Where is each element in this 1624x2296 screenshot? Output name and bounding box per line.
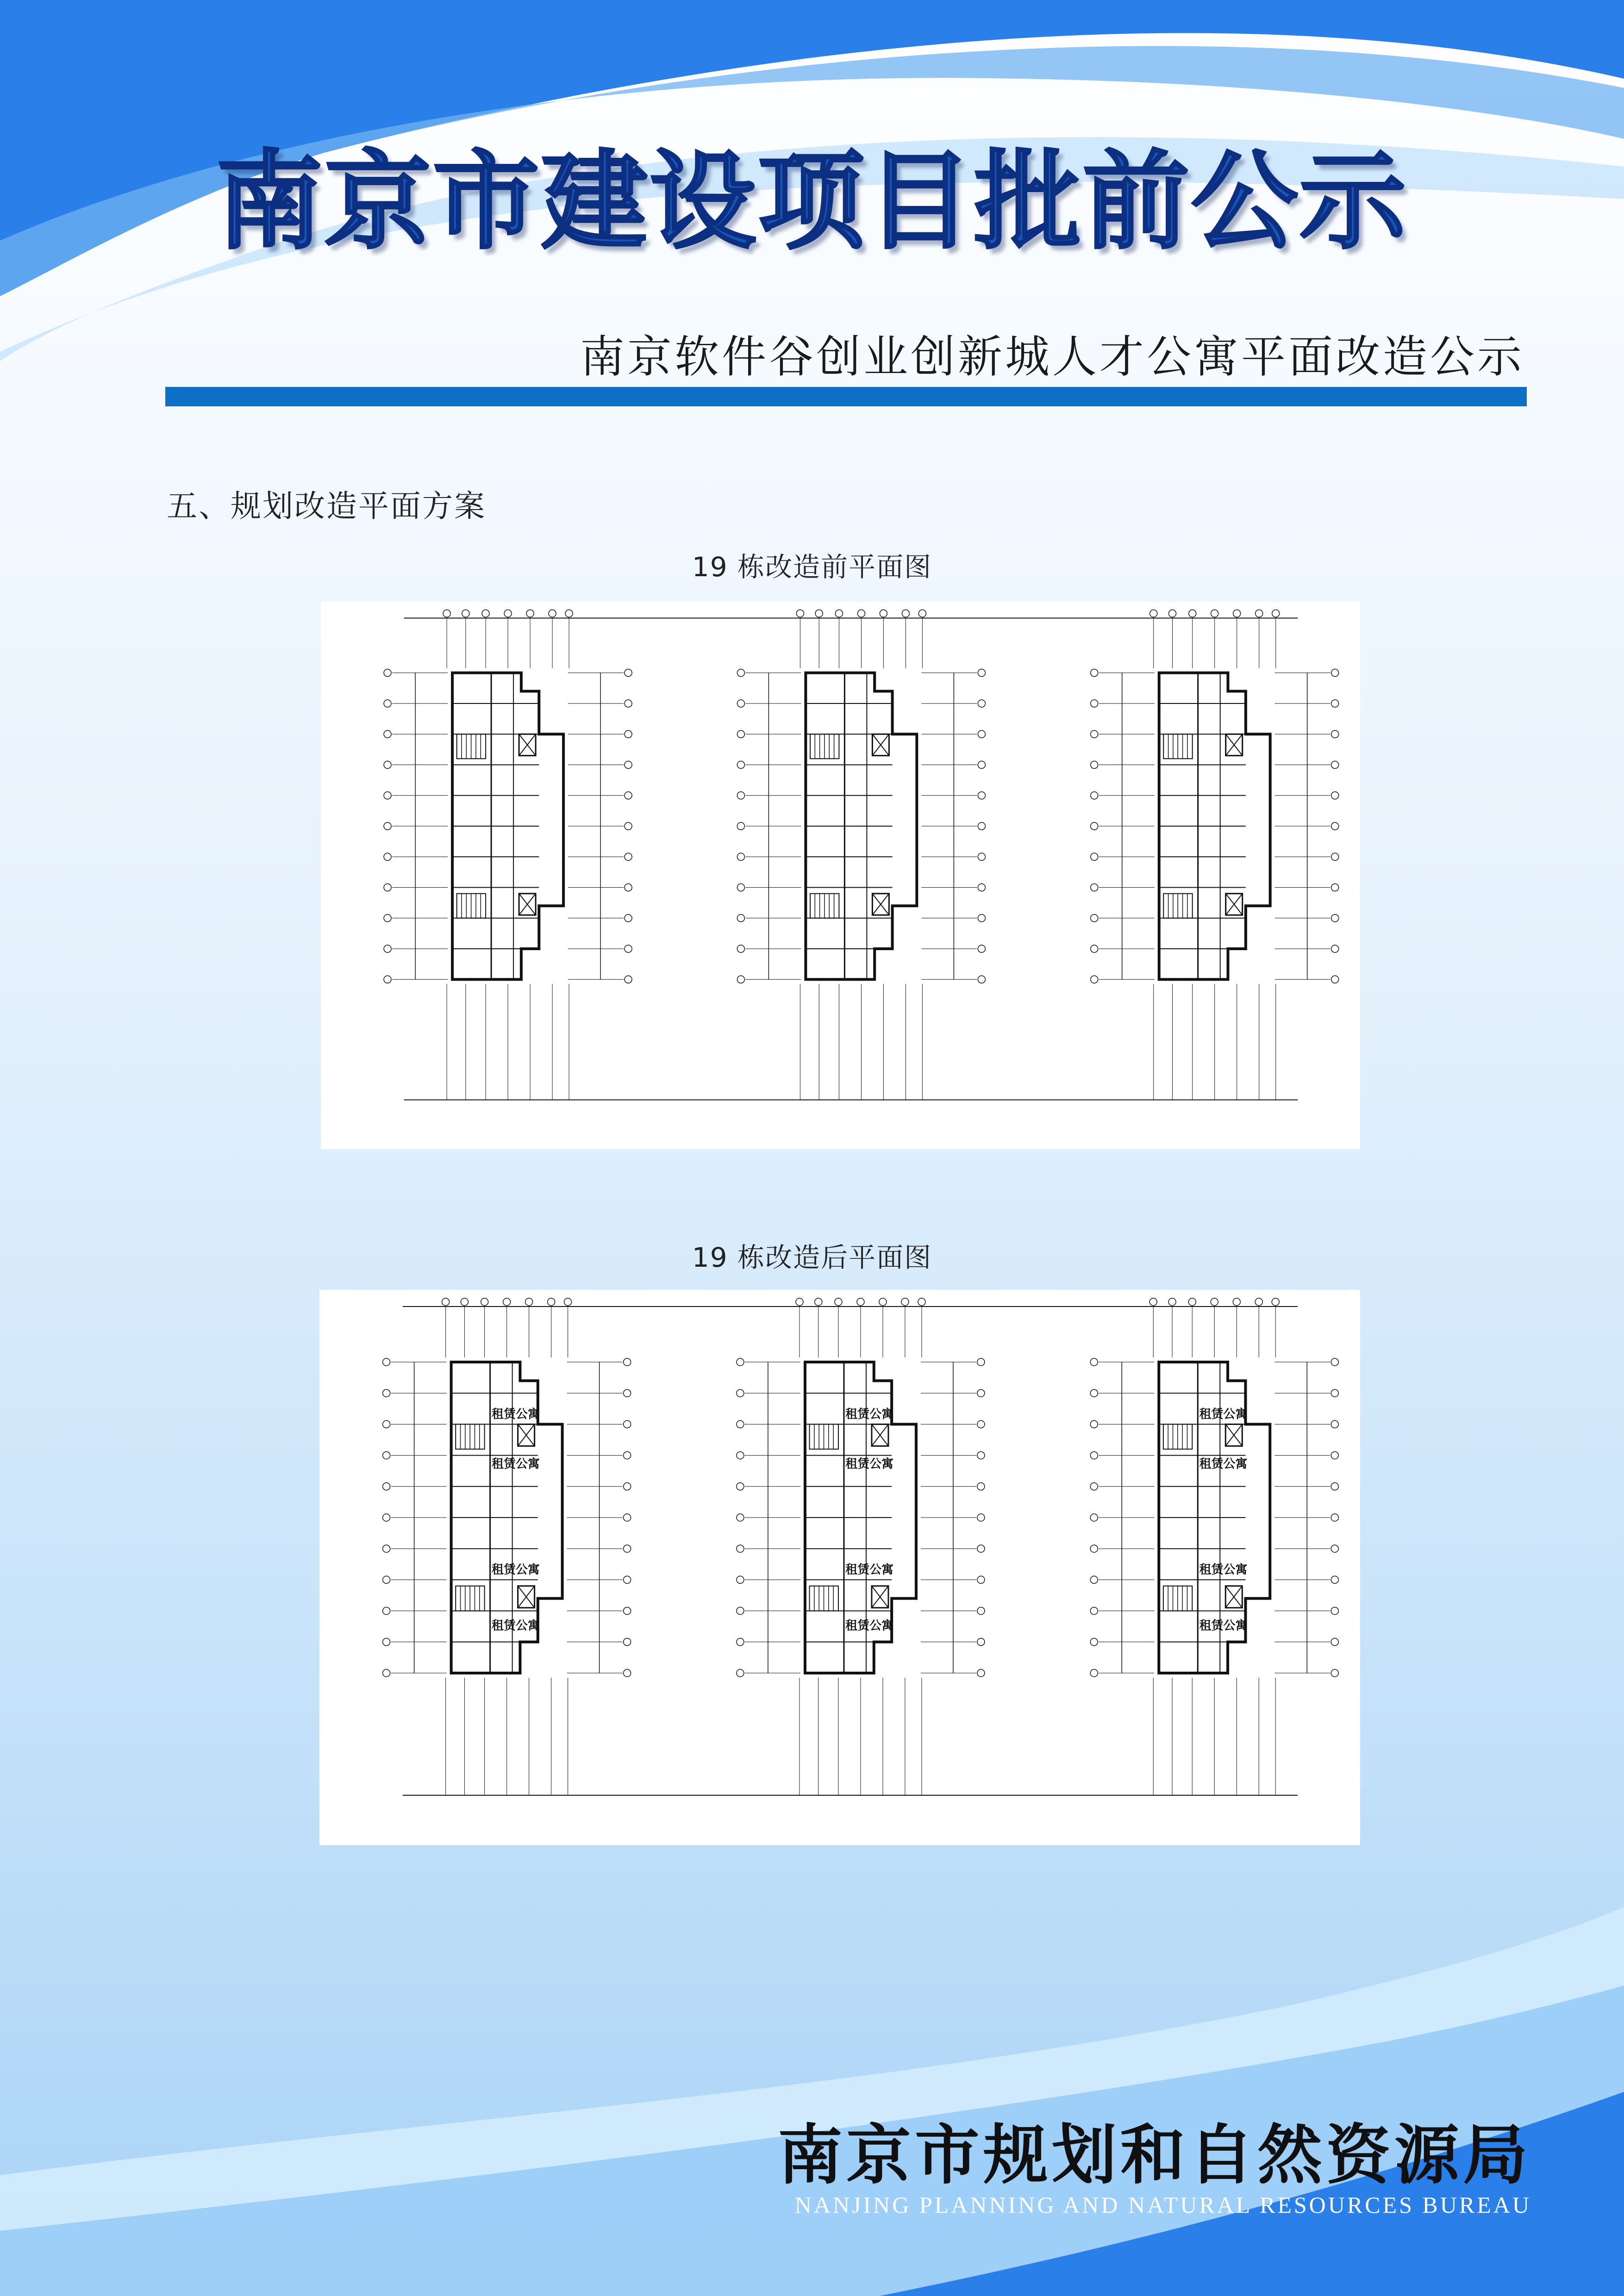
axis-bubble xyxy=(624,1483,631,1490)
axis-bubble xyxy=(1272,1298,1279,1306)
axis-bubble xyxy=(918,1298,925,1306)
axis-bubble xyxy=(737,761,744,769)
axis-bubble xyxy=(1331,761,1339,769)
axis-bubble xyxy=(1331,1483,1338,1490)
axis-bubble xyxy=(1091,669,1098,677)
axis-bubble xyxy=(1331,853,1339,860)
axis-bubble xyxy=(383,1452,390,1459)
axis-bubble xyxy=(737,792,744,799)
axis-bubble xyxy=(737,945,744,952)
axis-bubble xyxy=(624,1638,631,1646)
axis-bubble xyxy=(1090,1545,1098,1552)
axis-bubble xyxy=(737,822,744,830)
axis-bubble xyxy=(1091,945,1098,952)
axis-bubble xyxy=(624,1545,631,1552)
axis-bubble xyxy=(442,1298,450,1306)
axis-bubble xyxy=(383,1576,390,1583)
axis-bubble xyxy=(624,1452,631,1459)
page-title: 南京市建设项目批前公示 xyxy=(216,139,1408,264)
axis-bubble xyxy=(482,610,489,617)
axis-bubble xyxy=(625,945,632,952)
axis-bubble xyxy=(978,669,985,677)
axis-bubble xyxy=(1091,976,1098,983)
axis-bubble xyxy=(1331,1420,1338,1428)
axis-bubble xyxy=(384,853,391,860)
axis-bubble xyxy=(978,822,985,830)
figure-caption-after: 19 栋改造后平面图 xyxy=(692,1242,932,1273)
axis-bubble xyxy=(1211,1298,1218,1306)
building-block xyxy=(737,1298,985,1795)
axis-bubble xyxy=(1091,761,1098,769)
axis-bubble xyxy=(624,1389,631,1397)
axis-bubble xyxy=(737,1607,744,1615)
axis-bubble xyxy=(835,1298,842,1306)
axis-bubble xyxy=(1272,610,1280,617)
axis-bubble xyxy=(835,610,843,617)
axis-bubble xyxy=(383,1669,390,1677)
axis-bubble xyxy=(977,1576,985,1583)
axis-bubble xyxy=(815,610,823,617)
axis-bubble xyxy=(737,1389,744,1397)
axis-bubble xyxy=(625,669,632,677)
axis-bubble xyxy=(548,1298,555,1306)
floor-plan-before xyxy=(321,602,1360,1149)
axis-bubble xyxy=(625,884,632,891)
axis-bubble xyxy=(1090,1607,1098,1615)
axis-bubble xyxy=(462,610,469,617)
axis-bubble xyxy=(1331,1607,1338,1615)
bureau-name-english: NANJING PLANNING AND NATURAL RESOURCES BUREAU xyxy=(794,2192,1531,2218)
axis-bubble xyxy=(1090,1638,1098,1646)
axis-bubble xyxy=(1090,1389,1098,1397)
axis-bubble xyxy=(625,822,632,830)
axis-bubble xyxy=(977,1545,985,1552)
room-label: 租赁公寓 xyxy=(491,1457,540,1471)
axis-bubble xyxy=(504,610,512,617)
axis-bubble xyxy=(625,792,632,799)
building-block xyxy=(1090,1298,1338,1795)
room-label: 租赁公寓 xyxy=(1199,1457,1248,1471)
axis-bubble xyxy=(796,1298,803,1306)
axis-bubble xyxy=(1091,700,1098,707)
axis-bubble xyxy=(503,1298,511,1306)
axis-bubble xyxy=(1331,1669,1338,1677)
axis-bubble xyxy=(737,1576,744,1583)
building-block xyxy=(383,1298,631,1795)
axis-bubble xyxy=(1090,1514,1098,1521)
room-label: 租赁公寓 xyxy=(845,1618,894,1633)
axis-bubble xyxy=(384,730,391,738)
axis-bubble xyxy=(815,1298,822,1306)
axis-bubble xyxy=(384,822,391,830)
axis-bubble xyxy=(624,1576,631,1583)
room-label: 租赁公寓 xyxy=(1199,1562,1248,1577)
axis-bubble xyxy=(384,976,391,983)
axis-bubble xyxy=(1331,1638,1338,1646)
axis-bubble xyxy=(384,915,391,922)
bureau-name: 南京市规划和自然资源局 xyxy=(777,2117,1531,2193)
axis-bubble xyxy=(526,610,534,617)
axis-bubble xyxy=(977,1420,985,1428)
axis-bubble xyxy=(880,610,887,617)
axis-bubble xyxy=(383,1389,390,1397)
axis-bubble xyxy=(737,669,744,677)
axis-bubble xyxy=(383,1420,390,1428)
axis-bubble xyxy=(1255,610,1263,617)
axis-bubble xyxy=(737,884,744,891)
axis-bubble xyxy=(625,976,632,983)
axis-bubble xyxy=(624,1669,631,1677)
axis-bubble xyxy=(1331,945,1339,952)
axis-bubble xyxy=(1091,822,1098,830)
axis-bubble xyxy=(384,700,391,707)
room-label: 租赁公寓 xyxy=(845,1407,894,1421)
axis-bubble xyxy=(625,730,632,738)
axis-bubble xyxy=(443,610,450,617)
axis-bubble xyxy=(977,1514,985,1521)
axis-bubble xyxy=(737,1514,744,1521)
axis-bubble xyxy=(1331,1358,1338,1366)
axis-bubble xyxy=(977,1483,985,1490)
axis-bubble xyxy=(384,792,391,799)
axis-bubble xyxy=(977,1452,985,1459)
axis-bubble xyxy=(1331,915,1339,922)
room-label: 租赁公寓 xyxy=(491,1562,540,1577)
axis-bubble xyxy=(978,884,985,891)
axis-bubble xyxy=(1233,1298,1240,1306)
axis-bubble xyxy=(1331,1545,1338,1552)
axis-bubble xyxy=(624,1607,631,1615)
axis-bubble xyxy=(879,1298,887,1306)
axis-bubble xyxy=(1090,1483,1098,1490)
building-block xyxy=(384,610,632,1100)
axis-bubble xyxy=(1331,792,1339,799)
axis-bubble xyxy=(737,976,744,983)
axis-bubble xyxy=(383,1545,390,1552)
axis-bubble xyxy=(1168,1298,1176,1306)
axis-bubble xyxy=(1091,915,1098,922)
axis-bubble xyxy=(564,1298,572,1306)
axis-bubble xyxy=(1331,1514,1338,1521)
axis-bubble xyxy=(978,700,985,707)
axis-bubble xyxy=(625,761,632,769)
axis-bubble xyxy=(978,976,985,983)
floor-plan-after-drawing xyxy=(319,1290,1360,1845)
title-divider xyxy=(165,387,1527,406)
axis-bubble xyxy=(383,1483,390,1490)
axis-bubble xyxy=(737,730,744,738)
axis-bubble xyxy=(737,700,744,707)
axis-bubble xyxy=(624,1420,631,1428)
axis-bubble xyxy=(1331,822,1339,830)
room-label: 租赁公寓 xyxy=(491,1407,540,1421)
axis-bubble xyxy=(737,1669,744,1677)
plan-linework xyxy=(383,1298,1339,1795)
axis-bubble xyxy=(978,730,985,738)
axis-bubble xyxy=(1091,853,1098,860)
axis-bubble xyxy=(977,1389,985,1397)
axis-bubble xyxy=(1233,610,1241,617)
axis-bubble xyxy=(737,1452,744,1459)
axis-bubble xyxy=(1090,1358,1098,1366)
axis-bubble xyxy=(902,610,909,617)
axis-bubble xyxy=(737,1483,744,1490)
axis-bubble xyxy=(1211,610,1218,617)
axis-bubble xyxy=(1090,1420,1098,1428)
axis-bubble xyxy=(383,1358,390,1366)
room-label: 租赁公寓 xyxy=(1199,1618,1248,1633)
axis-bubble xyxy=(857,610,865,617)
axis-bubble xyxy=(1331,1452,1338,1459)
axis-bubble xyxy=(977,1358,985,1366)
axis-bubble xyxy=(1331,730,1339,738)
axis-bubble xyxy=(1189,610,1196,617)
axis-bubble xyxy=(1188,1298,1196,1306)
axis-bubble xyxy=(901,1298,909,1306)
axis-bubble xyxy=(383,1607,390,1615)
axis-bubble xyxy=(384,761,391,769)
axis-bubble xyxy=(549,610,556,617)
building-block xyxy=(737,610,985,1100)
axis-bubble xyxy=(384,884,391,891)
axis-bubble xyxy=(1331,884,1339,891)
axis-bubble xyxy=(977,1607,985,1615)
axis-bubble xyxy=(625,853,632,860)
axis-bubble xyxy=(384,669,391,677)
axis-bubble xyxy=(625,915,632,922)
floor-plan-after xyxy=(319,1290,1360,1845)
plan-linework xyxy=(384,610,1339,1100)
axis-bubble xyxy=(384,945,391,952)
axis-bubble xyxy=(1091,730,1098,738)
project-subtitle: 南京软件谷创业创新城人才公寓平面改造公示 xyxy=(580,331,1524,383)
axis-bubble xyxy=(461,1298,468,1306)
axis-bubble xyxy=(1091,792,1098,799)
axis-bubble xyxy=(1331,1389,1338,1397)
axis-bubble xyxy=(624,1514,631,1521)
axis-bubble xyxy=(737,915,744,922)
room-label: 租赁公寓 xyxy=(1199,1407,1248,1421)
axis-bubble xyxy=(978,915,985,922)
axis-bubble xyxy=(918,610,926,617)
axis-bubble xyxy=(977,1669,985,1677)
axis-bubble xyxy=(481,1298,488,1306)
axis-bubble xyxy=(1331,976,1339,983)
axis-bubble xyxy=(383,1638,390,1646)
axis-bubble xyxy=(978,761,985,769)
room-label: 租赁公寓 xyxy=(491,1618,540,1633)
room-label: 租赁公寓 xyxy=(845,1562,894,1577)
floor-plan-before-drawing xyxy=(321,602,1360,1149)
section-heading: 五、规划改造平面方案 xyxy=(167,488,486,524)
axis-bubble xyxy=(796,610,804,617)
axis-bubble xyxy=(1255,1298,1262,1306)
axis-bubble xyxy=(1149,1298,1157,1306)
axis-bubble xyxy=(737,1638,744,1646)
axis-bubble xyxy=(383,1514,390,1521)
axis-bubble xyxy=(977,1638,985,1646)
room-label: 租赁公寓 xyxy=(845,1457,894,1471)
axis-bubble xyxy=(737,1420,744,1428)
axis-bubble xyxy=(1090,1452,1098,1459)
figure-caption-before: 19 栋改造前平面图 xyxy=(692,551,932,583)
axis-bubble xyxy=(737,853,744,860)
axis-bubble xyxy=(737,1545,744,1552)
axis-bubble xyxy=(1169,610,1176,617)
axis-bubble xyxy=(1150,610,1157,617)
axis-bubble xyxy=(1331,1576,1338,1583)
axis-bubble xyxy=(978,792,985,799)
axis-bubble xyxy=(737,1358,744,1366)
axis-bubble xyxy=(1331,669,1339,677)
axis-bubble xyxy=(1090,1576,1098,1583)
axis-bubble xyxy=(624,1358,631,1366)
axis-bubble xyxy=(625,700,632,707)
axis-bubble xyxy=(1091,884,1098,891)
axis-bubble xyxy=(978,853,985,860)
axis-bubble xyxy=(565,610,573,617)
axis-bubble xyxy=(1331,700,1339,707)
axis-bubble xyxy=(978,945,985,952)
axis-bubble xyxy=(525,1298,533,1306)
axis-bubble xyxy=(857,1298,864,1306)
axis-bubble xyxy=(1090,1669,1098,1677)
building-block xyxy=(1091,610,1339,1100)
